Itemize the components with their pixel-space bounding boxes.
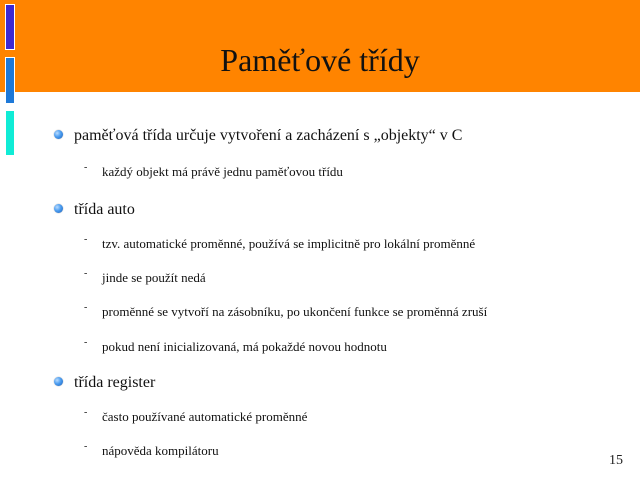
bullet-icon — [54, 130, 63, 139]
dash-icon: - — [84, 162, 88, 173]
sub-bullet-text: často používané automatické proměnné — [102, 409, 308, 424]
bullet-icon — [54, 377, 63, 386]
slide-title: Paměťové třídy — [220, 42, 420, 78]
sub-bullet-text: tzv. automatické proměnné, používá se implicitně pro lokální proměnné — [102, 236, 476, 251]
page-number: 15 — [609, 453, 623, 468]
dash-icon: - — [84, 337, 88, 348]
decorative-bar-cyan — [5, 110, 15, 156]
sub-bullet-text: nápověda kompilátoru — [102, 443, 219, 458]
sub-bullet-text: proměnné se vytvoří na zásobníku, po ukončení funkce se proměnná zruší — [102, 304, 488, 319]
dash-icon: - — [84, 302, 88, 313]
sub-bullet-text: jinde se použít nedá — [102, 270, 206, 285]
dash-icon: - — [84, 234, 88, 245]
bullet-text: třída register — [74, 374, 156, 391]
bullet-text: třída auto — [74, 201, 135, 218]
bullet-text: paměťová třída určuje vytvoření a zacházení s „objekty“ v C — [74, 127, 463, 144]
sub-bullet-text: každý objekt má právě jednu paměťovou třídu — [102, 164, 343, 179]
bullet-icon — [54, 204, 63, 213]
dash-icon: - — [84, 441, 88, 452]
dash-icon: - — [84, 268, 88, 279]
dash-icon: - — [84, 407, 88, 418]
sub-bullet-text: pokud není inicializovaná, má pokaždé novou hodnotu — [102, 339, 387, 354]
